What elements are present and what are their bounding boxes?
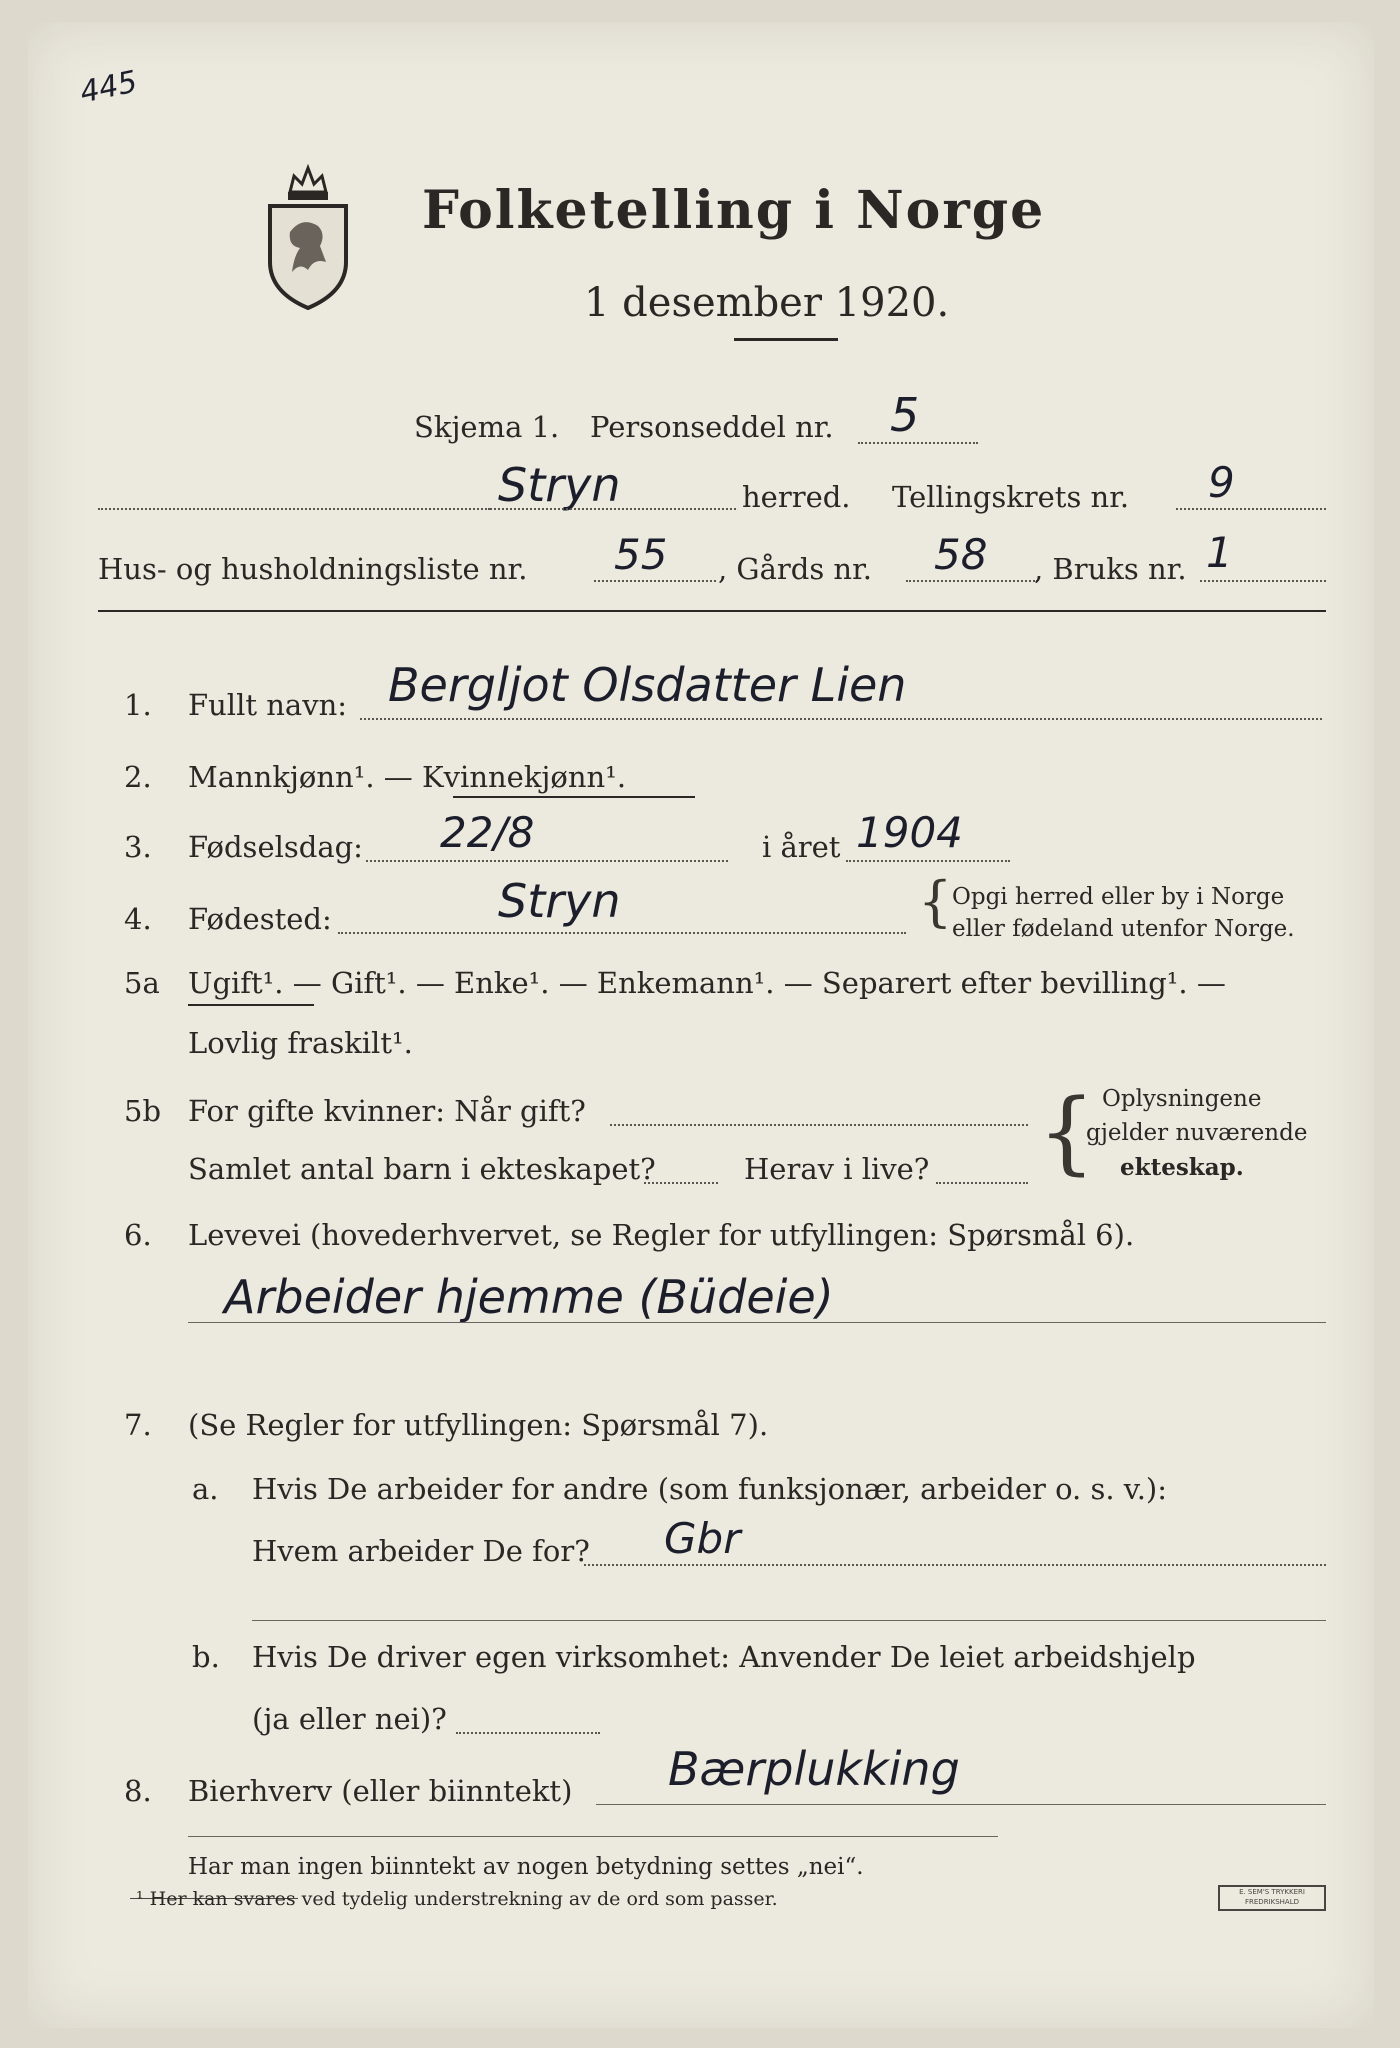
q5b-number: 5b	[124, 1094, 162, 1128]
q7b-line[interactable]	[456, 1732, 600, 1734]
q2-number: 2.	[124, 760, 152, 794]
q4-note-line2: eller fødeland utenfor Norge.	[952, 916, 1295, 942]
q1-full-name-value[interactable]: Bergljot Olsdatter Lien	[388, 658, 907, 712]
q5b-note-line1: Oplysningene	[1102, 1086, 1262, 1112]
q3-label: Fødselsdag:	[188, 830, 363, 864]
q8-label: Bierhverv (eller biinntekt)	[188, 1774, 573, 1808]
q7-label: (Se Regler for utfyllingen: Spørsmål 7).	[188, 1408, 769, 1442]
hus-label: Hus- og husholdningsliste nr.	[98, 552, 528, 586]
footer-note: Har man ingen biinntekt av nogen betydning settes „nei“.	[188, 1854, 864, 1880]
bruks-line	[1200, 580, 1326, 582]
q2-sex-options[interactable]: Mannkjønn¹. — Kvinnekjønn¹.	[188, 760, 627, 794]
q3-year-line	[846, 860, 1010, 862]
skjema-label: Skjema 1.	[414, 410, 560, 444]
hus-value[interactable]: 55	[614, 530, 668, 579]
q4-line	[338, 932, 906, 934]
margin-note: 445	[76, 64, 141, 111]
gards-value[interactable]: 58	[934, 530, 988, 579]
q3-birthday-value[interactable]: 22/8	[440, 808, 535, 857]
census-form	[28, 22, 1374, 2028]
q3-year-value[interactable]: 1904	[856, 808, 963, 857]
q7a-employer-value[interactable]: Gbr	[664, 1514, 741, 1563]
q4-note-line1: Opgi herred eller by i Norge	[952, 884, 1285, 910]
q5a-line2[interactable]: Lovlig fraskilt¹.	[188, 1026, 413, 1060]
q5b-brace: {	[1038, 1080, 1096, 1185]
q7a-line	[584, 1564, 1326, 1566]
q5b-married-when: For gifte kvinner: Når gift?	[188, 1094, 586, 1128]
q8-number: 8.	[124, 1774, 152, 1808]
q5b-married-line[interactable]	[610, 1124, 1028, 1126]
q5a-underline	[188, 1004, 314, 1006]
q6-number: 6.	[124, 1218, 152, 1252]
q8-line	[596, 1804, 1326, 1805]
q6-label: Levevei (hovederhvervet, se Regler for utfyllingen: Spørsmål 6).	[188, 1218, 1135, 1252]
title-rule	[734, 338, 838, 341]
q5b-alive-label: Herav i live?	[744, 1152, 930, 1186]
q5b-note-line3: ekteskap.	[1120, 1154, 1244, 1181]
personseddel-value[interactable]: 5	[890, 388, 920, 442]
q5b-note-line2: gjelder nuværende	[1086, 1120, 1308, 1146]
tellingskrets-line	[1176, 508, 1326, 510]
q3-year-label: i året	[762, 830, 841, 864]
q3-line	[366, 860, 728, 862]
footnote: ¹ Her kan svares ved tydelig understrekning av de ord som passer.	[136, 1888, 778, 1910]
gards-line	[906, 580, 1038, 582]
q1-line	[360, 718, 1322, 720]
form-title: Folketelling i Norge	[422, 180, 1046, 241]
personseddel-label: Personseddel nr.	[590, 410, 834, 444]
q5b-alive-line[interactable]	[936, 1182, 1028, 1184]
herred-label: herred.	[742, 480, 851, 514]
q7a-line2[interactable]	[252, 1620, 1326, 1621]
q7b-question: (ja eller nei)?	[252, 1702, 447, 1736]
q2-underline	[453, 796, 695, 798]
q7b-text: Hvis De driver egen virksomhet: Anvender De leiet arbeidshjelp	[252, 1640, 1196, 1674]
herred-line-left	[98, 508, 490, 510]
herred-value[interactable]: Stryn	[498, 458, 621, 512]
q6-occupation-value[interactable]: Arbeider hjemme (Büdeie)	[224, 1270, 834, 1324]
q4-label: Fødested:	[188, 902, 332, 936]
coat-of-arms-icon	[260, 162, 356, 312]
form-date: 1 desember 1920.	[584, 280, 950, 326]
herred-line	[490, 508, 736, 510]
q7a-question: Hvem arbeider De for?	[252, 1534, 590, 1568]
footer-rule	[188, 1836, 998, 1837]
q1-number: 1.	[124, 688, 152, 722]
header-rule	[98, 610, 1326, 612]
printer-stamp: E. SEM'S TRYKKERI FREDRIKSHALD	[1218, 1885, 1326, 1911]
q1-label: Fullt navn:	[188, 688, 348, 722]
bruks-value[interactable]: 1	[1206, 528, 1233, 577]
q4-brace: {	[918, 870, 953, 933]
q5a-number: 5a	[124, 966, 160, 1000]
q5b-children-line[interactable]	[644, 1182, 718, 1184]
q3-number: 3.	[124, 830, 152, 864]
q5a-marital-options[interactable]: Ugift¹. — Gift¹. — Enke¹. — Enkemann¹. — Separert efter bevilling¹. —	[188, 966, 1226, 1000]
tellingskrets-label: Tellingskrets nr.	[892, 480, 1130, 514]
hus-line	[594, 580, 716, 582]
personseddel-line	[858, 442, 978, 444]
q7a-letter: a.	[192, 1472, 219, 1506]
gards-label: , Gårds nr.	[718, 552, 872, 586]
q7-number: 7.	[124, 1408, 152, 1442]
q4-number: 4.	[124, 902, 152, 936]
tellingskrets-value[interactable]: 9	[1208, 458, 1235, 507]
q7a-text: Hvis De arbeider for andre (som funksjonær, arbeider o. s. v.):	[252, 1472, 1168, 1506]
q5b-children-label: Samlet antal barn i ekteskapet?	[188, 1152, 656, 1186]
q8-secondary-income-value[interactable]: Bærplukking	[668, 1742, 960, 1796]
q6-line	[188, 1322, 1326, 1323]
bruks-label: , Bruks nr.	[1034, 552, 1187, 586]
q7b-letter: b.	[192, 1640, 220, 1674]
q4-birthplace-value[interactable]: Stryn	[498, 874, 621, 928]
